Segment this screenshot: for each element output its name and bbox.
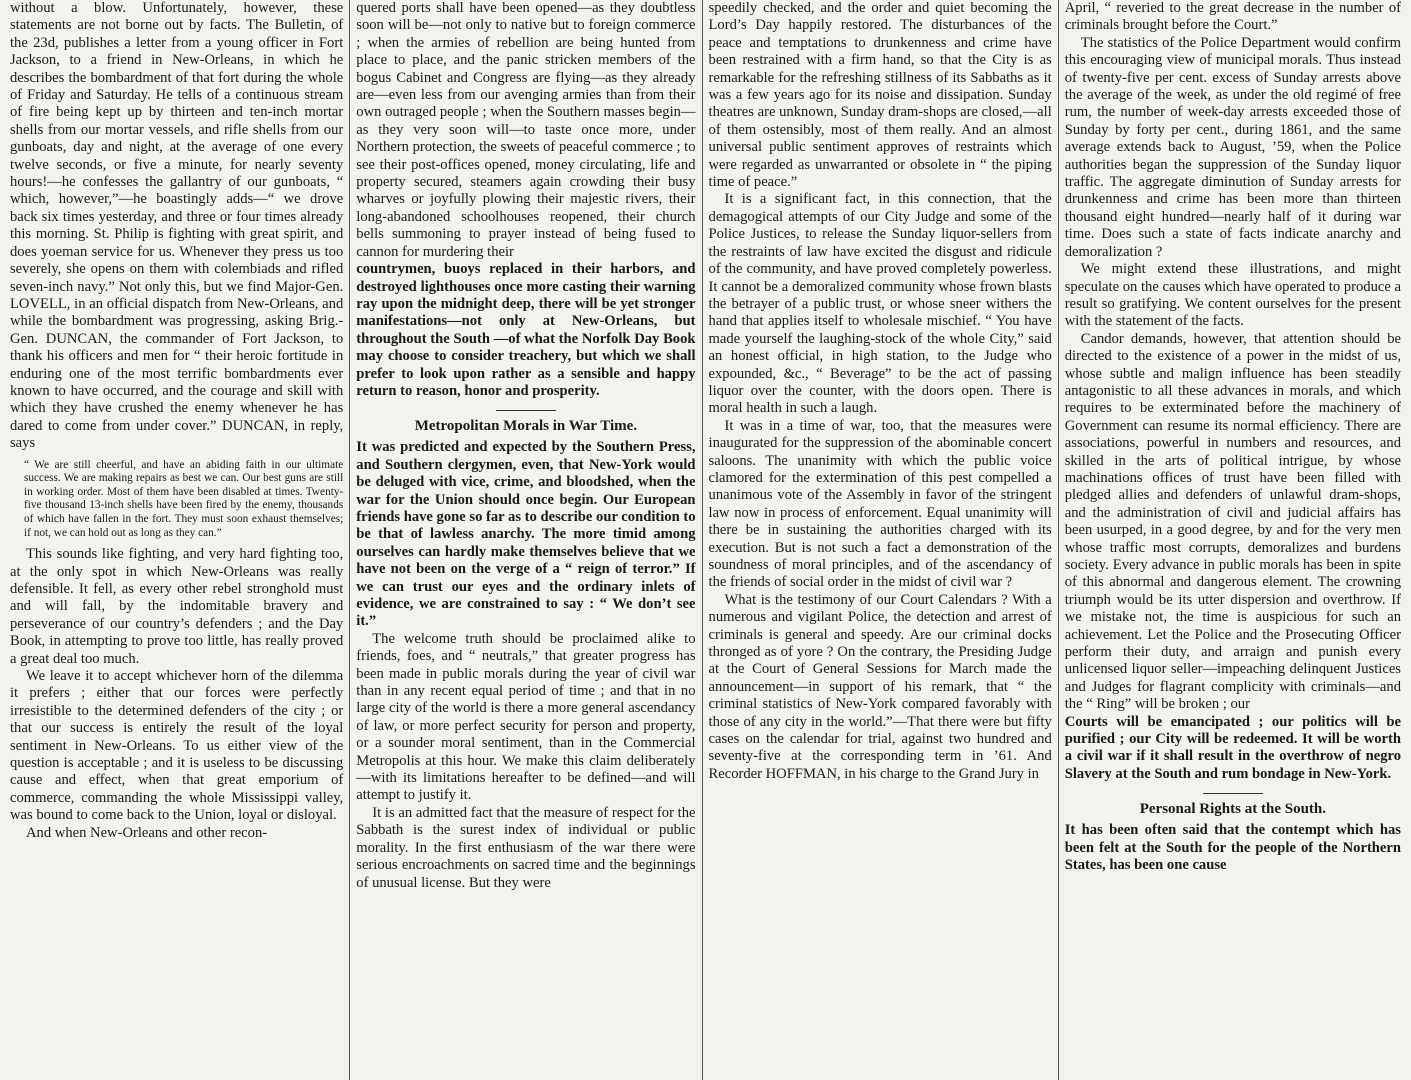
column-2 (350, 0, 701, 1080)
paragraph: quered ports shall have been opened—as they doubtless soon will be—not only to native but to foreign commerce ; when the armies of rebellion are being hunted from place to place, and the panic stricken members of the bogus Cabinet and Congress are flying—as they already are—even less from our avenging armies than from their own outraged people ; when the Southern masses begin—as they very soon will—to taste once more, under Northern protection, the sweets of peaceful commerce ; to see their post-offices opened, money circulating, life and property secured, steamers again crowding their busy wharves or joyfully plowing their majestic rivers, their long-abandoned schoolhouses reopened, their church bells summoning to prayer instead of being fused to cannon for murdering their (356, 0, 696, 260)
paragraph: April, “ reveried to the great decrease in the number of criminals brought before the Court.” (1064, 0, 1401, 34)
heading-text: Metropolitan Morals in War Time. (414, 418, 638, 435)
heading-rule (496, 410, 556, 411)
article-heading (1065, 793, 1401, 818)
bold-paragraph: countrymen, buoys replaced in their harbors, and destroyed lighthouses once more casting their warning ray upon the midnight deep, there will be yet stronger manifestations—not only at New-Orleans, but throughout the South —of what the Norfolk Day Book may choose to consider treachery, but which we shall prefer to look upon rather as a sensible and happy return to reason, honor and prosperity. (356, 261, 696, 399)
quoted-dispatch: “ We are still cheerful, and have an abiding faith in our ultimate success. We are making repairs as best we can. Our best guns are still in working order. Most of them have been disabled at times. Twenty-five thousand 13-inch shells have been fired by the enemy, thousands of which have fallen in the fort. They must soon exhaust themselves; if not, we can hold out as long as they can.” (24, 458, 344, 539)
paragraph: We leave it to accept whichever horn of the dilemma it prefers ; either that our forces were perfectly irresistible to the determined defenders of the city ; or that our success is entirely the result of the loyal sentiment in New-Orleans. To us either view of the question is acceptable ; and it is useless to be discussing cause and effect, when that great emporium of commerce, commanding the whole Mississippi valley, was bound to come back to the Union, loyal or disloyal. (10, 667, 344, 824)
paragraph: It was in a time of war, too, that the measures were inaugurated for the suppression of the abominable concert saloons. The unanimity with which the public voice clamored for the extermination of this pest compelled a unanimous vote of the Assembly in favor of the stringent law now in process of enforcement. Equal unanimity will there be in sustaining the authorities charged with its execution. But is not such a fact a demonstration of the soundness of moral principles, and of the ascendancy of the friends of social order in the midst of civil war ? (708, 417, 1052, 591)
paragraph: What is the testimony of our Court Calendars ? With a numerous and vigilant Police, the detection and arrest of criminals is general and speedy. Are our criminal docks thronged as of yore ? On the contrary, the Presiding Judge at the Court of General Sessions for March made the announcement—in support of his remark, that “ the criminal statistics of New-York compared favorably with those of any city in the world.”—That there were but fifty cases on the calendar for trial, against two hundred and seventy-five at the corresponding term in ’61. And Recorder HOFFMAN, in his charge to the Grand Jury in (708, 591, 1052, 782)
column-1 (4, 0, 349, 1080)
bold-paragraph: It has been often said that the contempt which has been felt at the South for the people of the Northern States, has been one cause (1064, 822, 1401, 874)
paragraph: It is an admitted fact that the measure of respect for the Sabbath is the surest index of individual or public morality. In the first enthusiasm of the war there were serious encroachments on sacred time and the beginnings of unusual license. But they were (356, 804, 696, 891)
paragraph: We might extend these illustrations, and might speculate on the causes which have operated to produce a result so gratifying. We content ourselves for the present with the statement of the facts. (1064, 261, 1401, 330)
paragraph: The statistics of the Police Department would confirm this encouraging view of municipal morals. Thus instead of twenty-five per cent. excess of Sunday arrests above the average of the week, as under the old regimé of free rum, the number of week-day arrests exceeded those of Sunday by forty per cent., during 1861, and the same average extends back to August, ’59, when the Police authorities began the suppression of the Sunday liquor traffic. The aggregate diminution of Sunday arrests for drunkenness and crime has been more than thirteen thousand eight hundred—nearly half of it during war time. Does such a state of facts indicate anarchy and demoralization ? (1064, 34, 1401, 260)
paragraph: It is a significant fact, in this connection, that the demagogical attempts of our City Judge and some of the Police Justices, to release the Sunday liquor-sellers from the restraints of law have excited the disgust and ridicule of the community, and have proved completely powerless. It cannot be a demoralized community whose frown blasts the betrayer of a public trust, or whose sneer withers the hand that applies itself to wholesale mischief. “ You have made yourself the laughing-stock of the whole City,” said an honest official, in high station, to the Judge who expounded, &c., “ Beverage” to be the act of passing liquor over the counter, with the doors open. There is moral health in such a laugh. (708, 191, 1052, 417)
bold-paragraph: Courts will be emancipated ; our politics will be purified ; our City will be redeemed. It will be worth a civil war if it shall result in the overthrow of negro Slavery at the South and rum bondage in New-York. (1064, 713, 1401, 782)
paragraph: without a blow. Unfortunately, however, these statements are not borne out by facts. The Bulletin, of the 23d, publishes a letter from a young officer in Fort Jackson, to a friend in New-Orleans, in which he describes the bombardment of that fort during the whole of Friday and Saturday. He tells of a continuous stream of fire being kept up by thirteen and ten-inch mortar shells from our mortar vessels, and rifle shells from our gunboats, day and night, at the average of one every twelve seconds, or five a minute, for nearly seventy hours!—he confesses the gallantry of our gunboats, “ which, however,”—he boastingly adds—“ we drove back six times yesterday, and three or four times already this morning. St. Philip is fighting with great spirit, and does yoeman service for us. Whenever they press us too severely, she opens on them with colembiads and rifled seven-inch navy.” Not only this, but we find Major-Gen. LOVELL, in an official dispatch from New-Orleans, and while the bombardment was progressing, asking Brig.-Gen. DUNCAN, the commander of Fort Jackson, to thank his officers and men for “ their heroic fortitude in enduring one of the most terrific bombardments ever known to have occurred, and the courage and skill with which they have crushed the enemy whenever he has dared to come from under cover.” DUNCAN, in reply, says (10, 0, 344, 452)
paragraph: This sounds like fighting, and very hard fighting too, at the only spot in which New-Orleans was really defensible. It fell, as every other rebel stronghold must and will fall, by the indomitable bravery and perseverance of our country’s defenders ; and the Day Book, in attempting to prove too little, has really proved a great deal too much. (10, 546, 344, 667)
column-4 (1059, 0, 1407, 1080)
heading-text: Personal Rights at the South. (1139, 801, 1326, 818)
paragraph: And when New-Orleans and other recon- (26, 824, 268, 841)
paragraph: Candor demands, however, that attention should be directed to the existence of a power in the midst of us, whose subtle and malign influence has been steadily antagonistic to all these advances in morals, and which requires to be exterminated before the machinery of Government can resume its normal efficiency. There are associations, powerful in numbers and resources, and skilled in the arts of political intrigue, by whose machinations offices of trust have been filled with pledged allies and defenders of unlawful dram-shops, and the administration of civil and judicial affairs has been usurped, in a good degree, by and for the very men whose traffic most corrupts, demoralizes and burdens society. Every advance in public morals has been in spite of this abnormal and dangerous element. The crowning triumph would be its utter dispersion and overthrow. If we mistake not, the time is auspicious for such an achievement. Let the Police and the Prosecuting Officer perform their duty, and arraign and punish every unlicensed liquor seller—impeaching delinquent Justices and Judges for flagrant complicity with criminals—and the “ Ring” will be broken ; our (1064, 330, 1401, 713)
heading-rule (1203, 793, 1263, 794)
paragraph: The welcome truth should be proclaimed alike to friends, foes, and “ neutrals,” that greater progress has been made in public morals during the year of civil war than in any recent equal period of time ; and that in no large city of the world is there a more general ascendancy of law, or more perfect security for person and property, or a sounder moral sentiment, than in the Commercial Metropolis at this hour. We make this claim deliberately—with its limitations hereafter to be defined—and will attempt to justify it. (356, 630, 696, 804)
column-3 (703, 0, 1058, 1080)
bold-paragraph: It was predicted and expected by the Southern Press, and Southern clergymen, even, that New-York would be deluged with vice, crime, and bloodshed, when the war for the Union should once begin. Our European friends have gone so far as to describe our condition to be that of lawless anarchy. The more timid among ourselves can hardly make themselves believe that we have not been on the verge of a “ reign of terror.” If we can trust our eyes and the ordinary inlets of evidence, we are constrained to say : “ We don’t see it.” (356, 439, 696, 630)
article-heading (356, 410, 695, 435)
paragraph: speedily checked, and the order and quiet becoming the Lord’s Day happily restored. The disturbances of the peace and temptations to drunkenness and crime have been restrained with a firm hand, so that the City is as remarkable for the refreshing stillness of its Sabbaths as it was a few years ago for its noise and dissipation. Sunday theatres are unknown, Sunday dram-shops are closed,—all of them ostensibly, most of them really. And an almost universal public sentiment approves of restraints which were regarded as unwarranted or obsolete in “ the piping time of peace.” (708, 0, 1052, 191)
